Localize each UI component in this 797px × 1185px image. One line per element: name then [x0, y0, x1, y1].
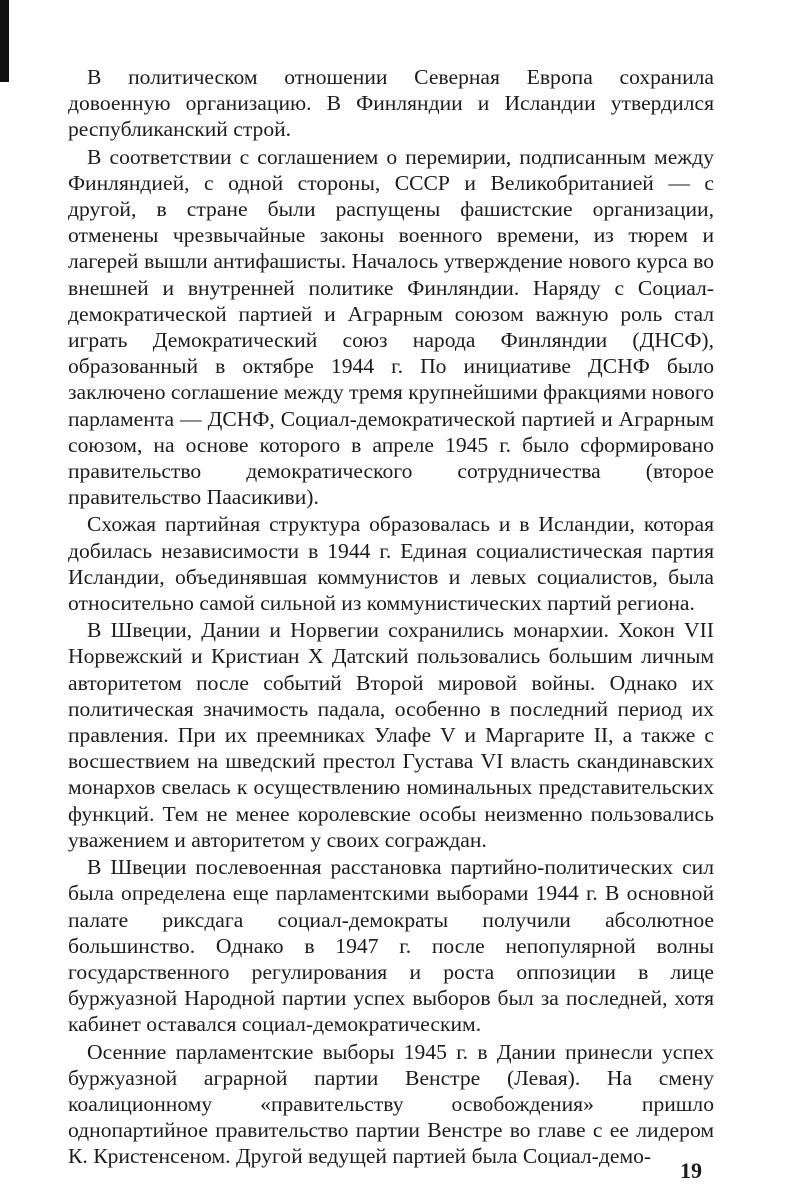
paragraph-denmark: Осенние парламентские выборы 1945 г. в Дании принесли успех буржуазной аграрной партии Венстре (Левая). На смену коалиционному «правительству освобождения» пришло однопартийное правительство партии Венстре во главе с ее лидером К. Кристенсеном. Другой ведущей партией была Социал-демо- — [68, 1039, 714, 1169]
paragraph-monarchies: В Швеции, Дании и Норвегии сохранились монархии. Хокон VII Норвежский и Кристиан X Датский пользовались большим личным авторитетом после событий Второй мировой войны. Однако их политическая значимость падала, особенно в последний период их правления. При их преемниках Улафе V и Маргарите II, а также с восшествием на шведский престол Густава VI власть скандинавских монархов свелась к осуществлению номинальных представительских функций. Тем не менее королевские особы неизменно пользовались уважением и авторитетом у своих сограждан. — [68, 618, 714, 852]
book-page-text — [68, 64, 714, 1170]
page-number: 19 — [680, 1158, 702, 1183]
paragraph-iceland: Схожая партийная структура образовалась и в Исландии, которая добилась независимости в 1944 г. Единая социалистическая партия Исландии, объединявшая коммунистов и левых социалистов, была относительно самой сильной из коммунистических партий региона. — [68, 512, 714, 616]
paragraph-finland: В соответствии с соглашением о перемирии, подписанным между Финляндией, с одной стороны, СССР и Великобританией — с другой, в стране были распущены фашистские организации, отменены чрезвычайные законы военного времени, из тюрем и лагерей вышли антифашисты. Началось утверждение нового курса во внешней и внутренней политике Финляндии. Наряду с Социал-демократической партией и Аграрным союзом важную роль стал играть Демократический союз народа Финляндии (ДНСФ), образованный в октябре 1944 г. По инициативе ДСНФ было заключено соглашение между тремя крупнейшими фракциями нового парламента — ДСНФ, Социал-демократической партией и Аграрным союзом, на основе которого в апреле 1945 г. было сформировано правительство демократического сотрудничества (второе правительство Паасикиви). — [68, 144, 714, 510]
paragraph-sweden: В Швеции послевоенная расстановка партийно-политических сил была определена еще парламентскими выборами 1944 г. В основной палате риксдага социал-демократы получили абсолютное большинство. Однако в 1947 г. после непопулярной волны государственного регулирования и роста оппозиции в лице буржуазной Народной партии успех выборов был за последней, хотя кабинет оставался социал-демократическим. — [68, 855, 714, 1037]
page-edge-mark — [0, 0, 9, 82]
paragraph-political-organization: В политическом отношении Северная Европа сохранила довоенную организацию. В Финляндии и Исландии утвердился республиканский строй. — [68, 65, 714, 142]
